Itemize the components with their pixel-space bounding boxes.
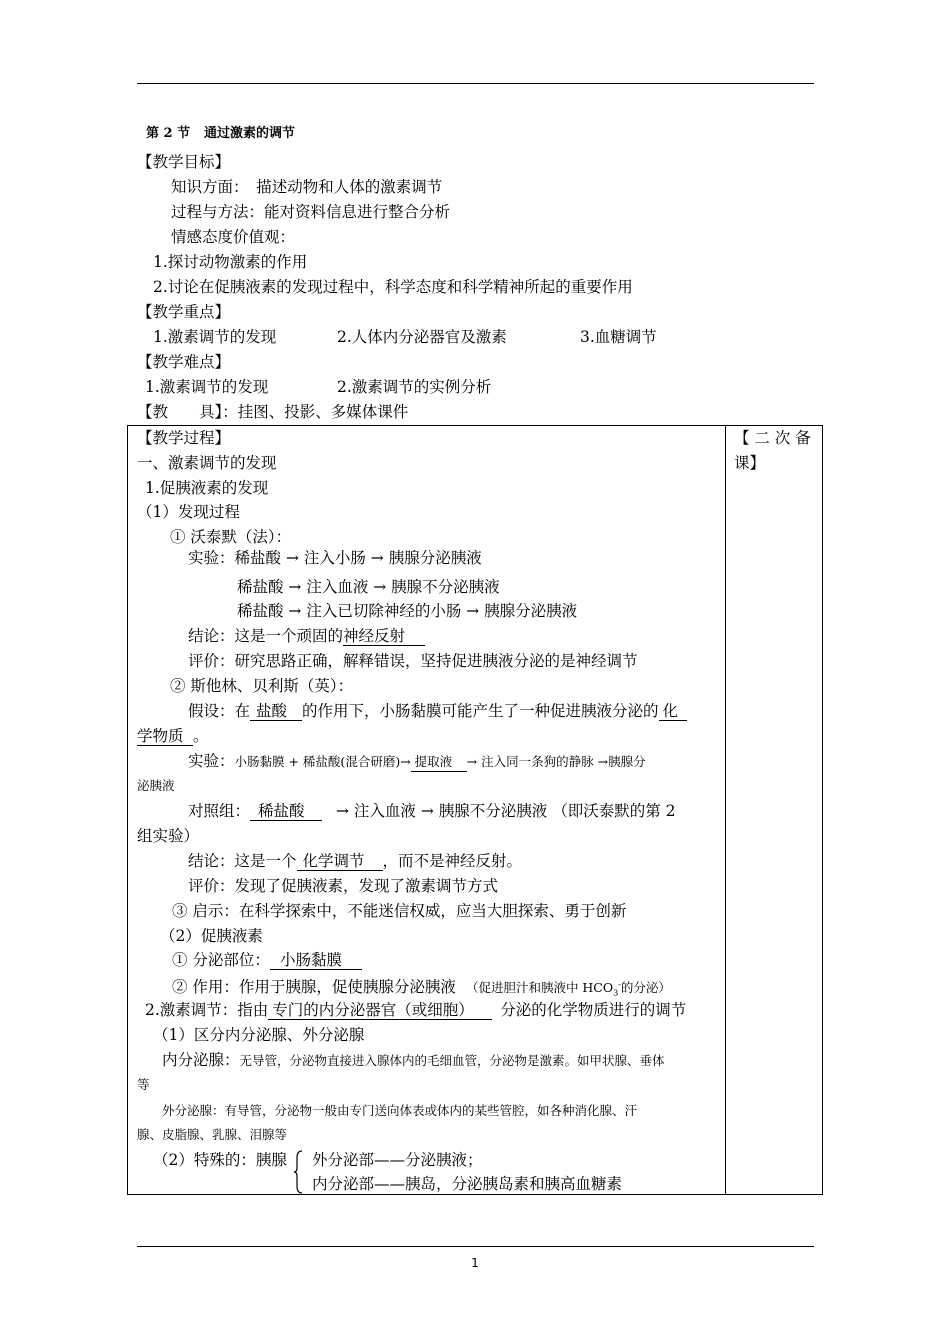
experiment-4-answer: 提取液: [411, 753, 467, 772]
exocrine-text-b: 腺、皮脂腺、乳腺、泪腺等: [137, 1127, 288, 1142]
goals-heading: 【教学目标】: [137, 153, 231, 171]
hypothesis-answer-1: 盐酸: [250, 702, 302, 721]
secretin-function-text: ② 作用：作用于胰腺，促使胰腺分泌胰液: [172, 978, 456, 997]
function-note-sup: -: [618, 980, 621, 989]
footer-rule: [137, 1246, 814, 1247]
difficulty-1: 1.激素调节的发现: [145, 378, 269, 396]
secretion-site-prefix: ① 分泌部位：: [172, 951, 270, 969]
control-post: → 注入血液 → 胰腺不分泌胰液 （即沃泰默的第 2: [336, 802, 676, 820]
hypothesis-middle: 的作用下，小肠黏膜可能产生了一种促进胰液分泌的: [302, 702, 659, 720]
goal-process: 过程与方法：能对资料信息进行整合分析: [171, 203, 451, 221]
experiment-3: 稀盐酸 → 注入已切除神经的小肠 → 胰腺分泌胰液: [237, 602, 578, 620]
endocrine-text-b: 等: [137, 1077, 150, 1092]
goal-item-2: 2.讨论在促胰液素的发现过程中，科学态度和科学精神所起的重要作用: [153, 278, 633, 296]
conclusion-2-prefix: 结论：这是一个: [188, 852, 297, 870]
special-endocrine: 内分泌部——胰岛，分泌胰岛素和胰高血糖素: [312, 1175, 623, 1193]
special-exocrine: 外分泌部——分泌胰液；: [312, 1151, 483, 1169]
insight: ③ 启示：在科学探索中，不能迷信权威，应当大胆探索、勇于创新: [172, 902, 627, 920]
difficulties-heading: 【教学难点】: [137, 353, 231, 371]
exocrine-text: 有导管，分泌物一般由专门送向体表或体内的某些管腔，如各种消化腺、汗: [224, 1103, 638, 1118]
subsection-1-1: 1.促胰液素的发现: [145, 479, 269, 497]
conclusion-1-prefix: 结论：这是一个顽固的: [188, 627, 344, 645]
column-divider: [725, 425, 726, 1195]
goal-item-1: 1.探讨动物激素的作用: [153, 253, 308, 271]
hypothesis-line-2: [137, 726, 209, 746]
conclusion-1-answer: 神经反射: [343, 627, 425, 646]
tools-heading: 【教 具】: [137, 403, 223, 421]
secretion-site-answer: 小肠黏膜: [270, 951, 362, 970]
hypothesis-prefix: 假设：在: [188, 702, 251, 720]
section-1-title: 一、激素调节的发现: [137, 454, 277, 472]
brace-icon: [293, 1150, 303, 1194]
experiment-4-label: 实验：: [188, 752, 235, 770]
experiment-4-c: 泌胰液: [137, 778, 175, 793]
experiment-1: [188, 548, 482, 568]
experiment-label: 实验：: [188, 549, 235, 567]
page-title: 通过激素的调节: [204, 126, 296, 141]
hypothesis-answer-2a: 化: [659, 702, 687, 721]
conclusion-2-post: ，而不是神经反射。: [382, 852, 523, 870]
experiment-4-b: → 注入同一条狗的静脉 →胰腺分: [466, 754, 646, 769]
secretin-function-note: [456, 980, 671, 998]
subsection-1-1-1: （1）发现过程: [137, 503, 240, 521]
evaluation-1: 评价：研究思路正确，解释错误，坚持促进胰液分泌的是神经调节: [188, 652, 638, 670]
hypothesis-answer-2b: 学物质: [137, 727, 193, 746]
starling-name: ② 斯他林、贝利斯（英）：: [170, 677, 354, 695]
experiment-4-a: 小肠黏膜 + 稀盐酸(混合研磨)→: [234, 754, 411, 769]
key-point-2: 2.人体内分泌器官及激素: [337, 328, 507, 346]
process-heading: 【教学过程】: [137, 429, 231, 447]
endocrine-line: [162, 1050, 665, 1071]
page-number: 1: [471, 1256, 479, 1270]
conclusion-1: [188, 626, 425, 646]
control-answer: 稀盐酸: [250, 802, 322, 821]
experiment-2: 稀盐酸 → 注入血液 → 胰腺不分泌胰液: [237, 578, 500, 596]
hormone-regulation-answer: 专门的内分泌器官（或细胞）: [268, 1001, 492, 1020]
side-heading-a: 【 二 次 备: [734, 429, 811, 447]
hypothesis-line: [188, 701, 687, 721]
endocrine-label: 内分泌腺：: [162, 1051, 240, 1069]
secretion-site: [172, 950, 362, 970]
function-note-b: 的分泌）: [620, 980, 671, 996]
function-note-a: （促进胆汁和胰液中 HCO: [465, 980, 614, 996]
tools-line: [137, 402, 408, 422]
endocrine-text: 无导管，分泌物直接进入腺体内的毛细血管，分泌物是激素。如甲状腺、垂体: [239, 1053, 665, 1068]
experiment-1-text: 稀盐酸 → 注入小肠 → 胰腺分泌胰液: [234, 549, 482, 567]
exocrine-label: 外分泌腺：: [162, 1103, 225, 1118]
control-end: 组实验）: [137, 827, 200, 845]
experiment-4: [188, 751, 646, 772]
hypothesis-end: 。: [193, 727, 209, 745]
hormone-regulation-prefix: 2.激素调节：指由: [145, 1001, 269, 1019]
control-group: [188, 801, 676, 821]
goal-knowledge: 知识方面： 描述动物和人体的激素调节: [171, 178, 443, 196]
conclusion-2-answer: 化学调节: [297, 852, 383, 871]
function-note-sub: 3: [613, 988, 619, 998]
tools-text: ：挂图、投影、多媒体课件: [222, 403, 409, 421]
bayliss-name: ① 沃泰默（法）：: [170, 528, 292, 546]
header-rule: [137, 83, 814, 84]
key-point-3: 3.血糖调节: [580, 328, 657, 346]
exocrine-line: [162, 1100, 637, 1121]
special-label: （2）特殊的：胰腺: [153, 1151, 287, 1169]
side-heading-b: 课】: [734, 454, 766, 472]
goal-attitude: 情感态度价值观：: [171, 228, 296, 246]
evaluation-2: 评价：发现了促胰液素，发现了激素调节方式: [188, 877, 499, 895]
key-points-heading: 【教学重点】: [137, 303, 231, 321]
control-prefix: 对照组：: [188, 802, 251, 820]
subsection-1-2: [145, 1000, 686, 1020]
subsection-1-1-2: （2）促胰液素: [160, 927, 263, 945]
hormone-regulation-post: 分泌的化学物质进行的调节: [500, 1001, 687, 1019]
subsection-1-2-1: （1）区分内分泌腺、外分泌腺: [153, 1026, 365, 1044]
section-number: 第 2 节: [146, 126, 191, 141]
key-point-1: 1.激素调节的发现: [153, 328, 277, 346]
conclusion-2: [188, 851, 522, 871]
difficulty-2: 2.激素调节的实例分析: [337, 378, 492, 396]
